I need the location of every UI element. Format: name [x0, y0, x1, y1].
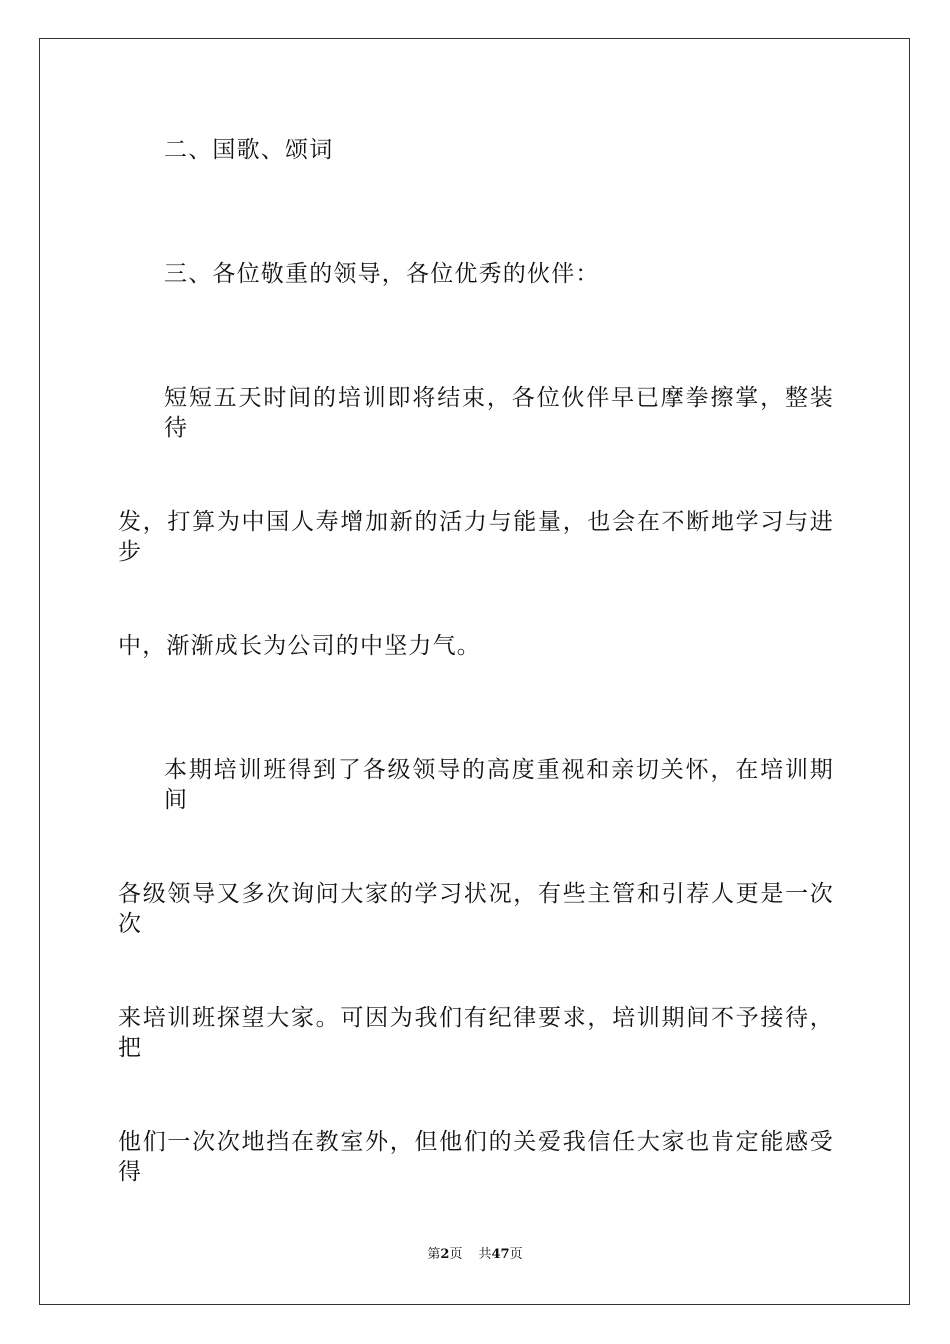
total-suffix: 页 — [509, 1247, 523, 1262]
paragraph-line: 各级领导又多次询问大家的学习状况，有些主管和引荐人更是一次次 — [118, 881, 834, 937]
page-prefix: 第 — [427, 1247, 441, 1262]
paragraph-line: 来培训班探望大家。可因为我们有纪律要求，培训期间不予接待，把 — [118, 1005, 834, 1061]
section-heading-anthem: 二、国歌、颂词 — [164, 137, 334, 163]
page-suffix: 页 — [449, 1247, 463, 1262]
paragraph-line: 他们一次次地挡在教室外，但他们的关爱我信任大家也肯定能感受得 — [118, 1129, 834, 1185]
paragraph-line: 短短五天时间的培训即将结束，各位伙伴早已摩拳擦掌，整装待 — [164, 385, 834, 441]
page-footer — [0, 1247, 950, 1263]
page-border — [39, 38, 910, 1305]
paragraph-line: 本期培训班得到了各级领导的高度重视和亲切关怀，在培训期间 — [164, 757, 834, 813]
paragraph-line: 中，渐渐成长为公司的中坚力气。 — [118, 633, 481, 659]
page-number: 2 — [440, 1247, 450, 1262]
total-pages: 47 — [491, 1247, 510, 1262]
section-heading-greeting: 三、各位敬重的领导，各位优秀的伙伴： — [164, 261, 600, 287]
total-prefix: 共 — [478, 1247, 492, 1262]
paragraph-line: 发，打算为中国人寿增加新的活力与能量，也会在不断地学习与进步 — [118, 509, 834, 565]
